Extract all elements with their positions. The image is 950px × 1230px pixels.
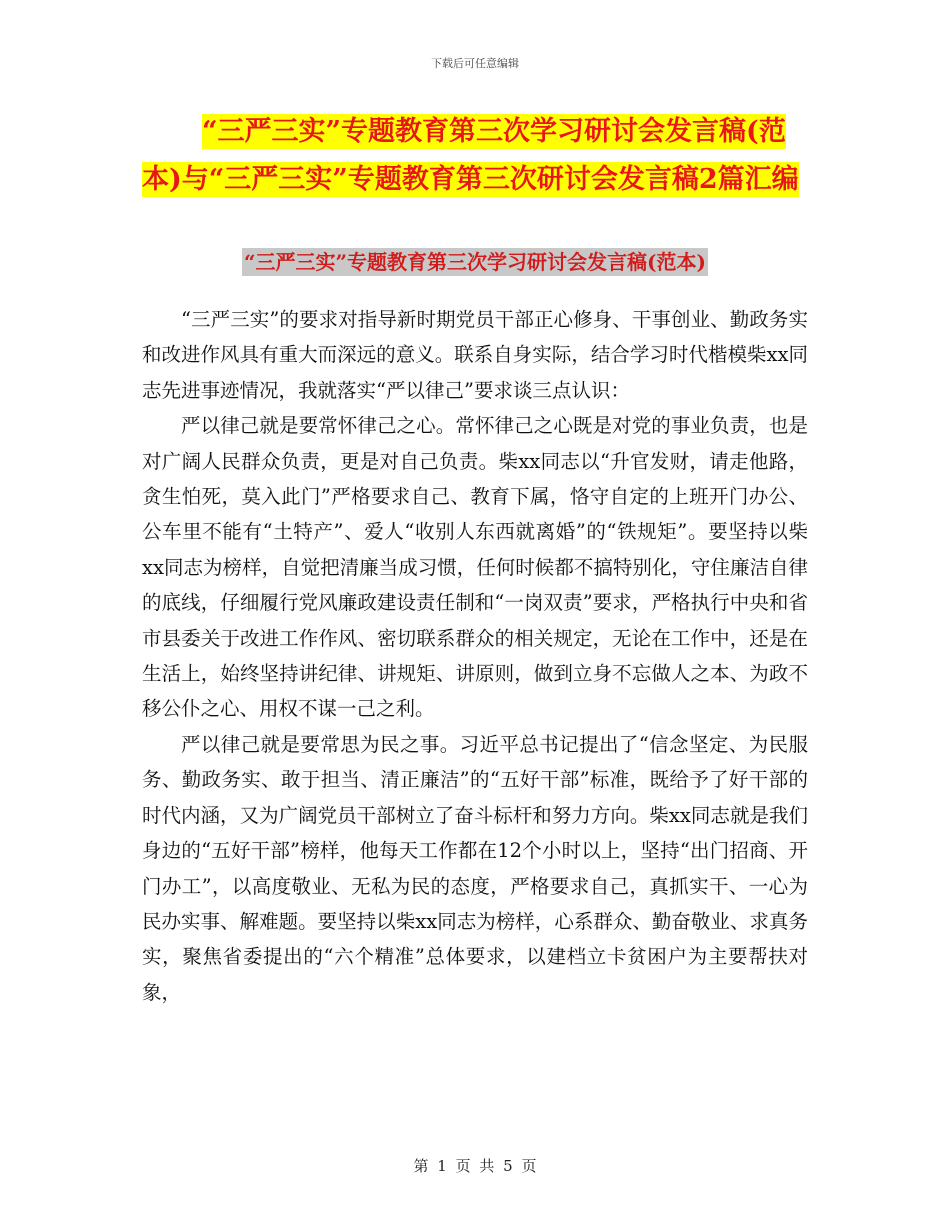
title-line-2-text: 本)与“三严三实”专题教育第三次研讨会发言稿2篇汇编 — [142, 164, 799, 195]
document-title-line-2 — [142, 156, 812, 204]
body-text — [142, 302, 808, 1010]
title-line-1-text: “三严三实”专题教育第三次学习研讨会发言稿(范 — [202, 116, 786, 147]
page-footer: 第 1 页 共 5 页 — [413, 1157, 537, 1175]
section-title — [0, 246, 950, 275]
document-title-line-1 — [142, 108, 812, 156]
document-title — [142, 108, 812, 204]
paragraph: 严以律己就是要常思为民之事。习近平总书记提出了“信念坚定、为民服务、勤政务实、敢于担当、清正廉洁”的“五好干部”标准，既给予了好干部的时代内涵，又为广阔党员干部树立了奋斗标杆和努力方向。柴xx同志就是我们身边的“五好干部”榜样，他每天工作都在12个小时以上，坚持“出门招商、开门办工”，以高度敬业、无私为民的态度，严格要求自己，真抓实干、一心为民办实事、解难题。要坚持以柴xx同志为榜样，心系群众、勤奋敬业、求真务实，聚焦省委提出的“六个精准”总体要求，以建档立卡贫困户为主要帮扶对象， — [142, 732, 808, 1004]
paragraph: “三严三实”的要求对指导新时期党员干部正心修身、干事创业、勤政务实和改进作风具有重大而深远的意义。联系自身实际，结合学习时代楷模柴xx同志先进事迹情况，我就落实“严以律己”要求谈三点认识： — [142, 308, 808, 402]
section-title-text: “三严三实”专题教育第三次学习研讨会发言稿(范本) — [244, 250, 706, 274]
paragraph: 严以律己就是要常怀律己之心。常怀律己之心既是对党的事业负责，也是对广阔人民群众负责，更是对自己负责。柴xx同志以“升官发财，请走他路，贪生怕死，莫入此门”严格要求自己、教育下属，恪守自定的上班开门办公、公车里不能有“土特产”、爱人“收别人东西就离婚”的“铁规矩”。要坚持以柴xx同志为榜样，自觉把清廉当成习惯，任何时候都不搞特别化，守住廉洁自律的底线，仔细履行党风廉政建设责任制和“一岗双责”要求，严格执行中央和省市县委关于改进工作作风、密切联系群众的相关规定，无论在工作中，还是在生活上，始终坚持讲纪律、讲规矩、讲原则，做到立身不忘做人之本、为政不移公仆之心、用权不谋一己之利。 — [142, 414, 808, 721]
header-note: 下载后可任意编辑 — [431, 57, 519, 70]
